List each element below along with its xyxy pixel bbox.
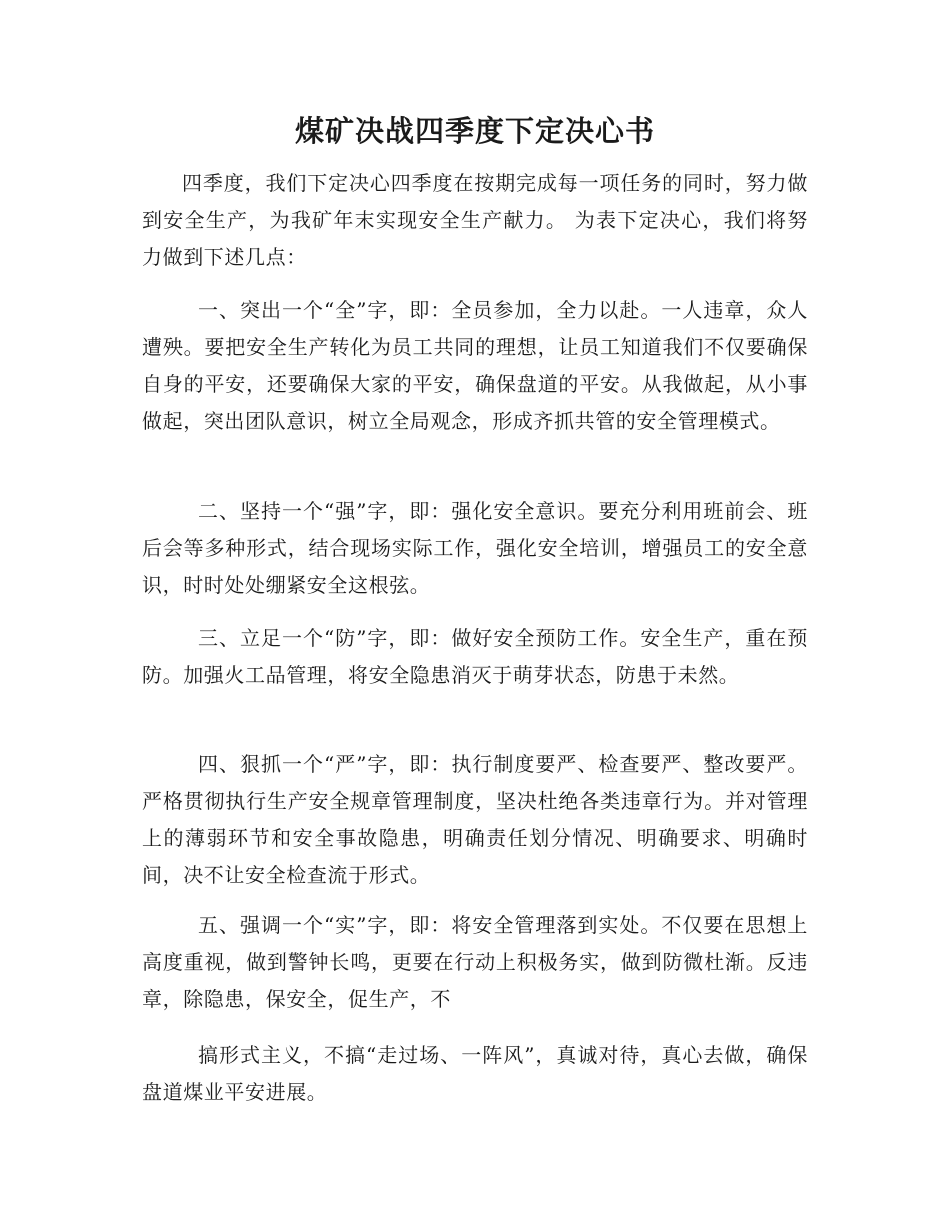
paragraph-3-fang: 三、立足一个“防”字，即：做好安全预防工作。安全生产，重在预防。加强火工品管理，将安全隐患消灭于萌芽状态，防患于未然。 [142, 626, 808, 687]
document-title: 煤矿决战四季度下定决心书 [294, 114, 655, 148]
paragraph-5-shi: 五、强调一个“实”字，即：将安全管理落到实处。不仅要在思想上高度重视，做到警钟长鸣，更要在行动上积极务实，做到防微杜渐。反违章，除隐患，保安全，促生产，不 [142, 913, 808, 1011]
paragraph-6-continuation: 搞形式主义，不搞“走过场、一阵风”，真诚对待，真心去做，确保盘道煤业平安进展。 [142, 1043, 808, 1104]
paragraph-1-quan: 一、突出一个“全”字，即：全员参加，全力以赴。一人违章，众人遭殃。要把安全生产转化为员工共同的理想，让员工知道我们不仅要确保自身的平安，还要确保大家的平安，确保盘道的平安。从我做起，从小事做起，突出团队意识，树立全局观念，形成齐抓共管的安全管理模式。 [142, 298, 808, 433]
paragraph-4-yan: 四、狠抓一个“严”字，即：执行制度要严、检查要严、整改要严。严格贯彻执行生产安全规章管理制度，坚决杜绝各类违章行为。并对管理上的薄弱环节和安全事故隐患，明确责任划分情况、明确要求、明确时间，决不让安全检查流于形式。 [142, 752, 808, 887]
intro-paragraph: 四季度，我们下定决心四季度在按期完成每一项任务的同时，努力做到安全生产，为我矿年末实现安全生产献力。 为表下定决心，我们将努力做到下述几点： [142, 171, 808, 269]
paragraph-2-qiang: 二、坚持一个“强”字，即：强化安全意识。要充分利用班前会、班后会等多种形式，结合现场实际工作，强化安全培训，增强员工的安全意识，时时处处绷紧安全这根弦。 [142, 499, 808, 597]
